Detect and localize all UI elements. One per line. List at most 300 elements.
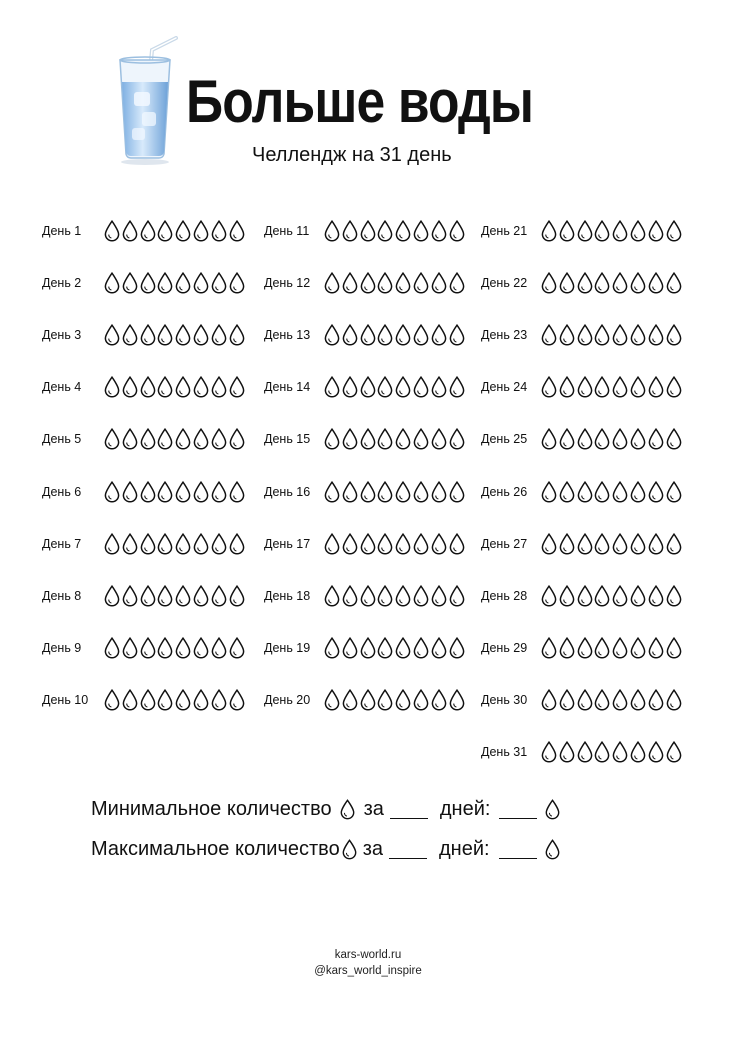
water-drop-icon[interactable] <box>431 272 447 294</box>
water-drop-icon[interactable] <box>541 741 557 763</box>
water-drop-icon[interactable] <box>594 376 610 398</box>
water-drop-icon[interactable] <box>377 585 393 607</box>
water-drop-icon[interactable] <box>140 376 156 398</box>
water-drop-icon[interactable] <box>104 637 120 659</box>
water-drop-icon[interactable] <box>122 637 138 659</box>
day-label: День 17 <box>264 536 311 551</box>
water-drop-icon[interactable] <box>449 272 465 294</box>
water-drop-icon[interactable] <box>324 689 340 711</box>
summary-max-count-blank[interactable] <box>499 840 537 859</box>
water-drop-icon[interactable] <box>431 533 447 555</box>
footer-handle: @kars_world_inspire <box>314 965 422 977</box>
water-drop-icon[interactable] <box>541 481 557 503</box>
water-drop-icon[interactable] <box>648 428 664 450</box>
drop-group <box>541 585 683 607</box>
water-drop-icon[interactable] <box>360 220 376 242</box>
day-row <box>481 480 683 504</box>
day-label: День 31 <box>481 745 528 759</box>
water-drop-icon[interactable] <box>559 272 575 294</box>
water-drop-icon[interactable] <box>413 481 429 503</box>
water-drop-icon[interactable] <box>630 741 646 763</box>
drop-group <box>541 533 683 555</box>
water-drop-icon[interactable] <box>431 585 447 607</box>
water-drop-icon[interactable] <box>342 585 358 607</box>
water-drop-icon[interactable] <box>630 689 646 711</box>
water-drop-icon[interactable] <box>104 533 120 555</box>
water-drop-icon[interactable] <box>360 428 376 450</box>
water-drop-icon[interactable] <box>449 481 465 503</box>
water-drop-icon[interactable] <box>449 637 465 659</box>
water-drop-icon[interactable] <box>342 637 358 659</box>
water-drop-icon[interactable] <box>193 324 209 346</box>
water-drop-icon[interactable] <box>104 481 120 503</box>
water-drop-icon[interactable] <box>140 533 156 555</box>
day-row <box>42 480 246 504</box>
water-drop-icon[interactable] <box>630 272 646 294</box>
day-label: День 8 <box>42 588 82 603</box>
water-drop-icon[interactable] <box>157 689 173 711</box>
water-drop-icon[interactable] <box>229 689 245 711</box>
water-drop-icon[interactable] <box>648 272 664 294</box>
water-drop-icon[interactable] <box>211 481 227 503</box>
summary-max-days-blank[interactable] <box>389 840 427 859</box>
water-drop-icon[interactable] <box>211 272 227 294</box>
water-drop-icon[interactable] <box>324 220 340 242</box>
summary-min-za: за <box>363 798 384 820</box>
water-drop-icon[interactable] <box>229 220 245 242</box>
water-drop-icon[interactable] <box>377 220 393 242</box>
water-drop-icon[interactable] <box>594 741 610 763</box>
water-drop-icon[interactable] <box>140 481 156 503</box>
water-drop-icon[interactable] <box>211 689 227 711</box>
water-drop-icon[interactable] <box>229 272 245 294</box>
day-row <box>264 636 466 660</box>
day-label: День 12 <box>264 276 311 291</box>
day-row <box>264 375 466 399</box>
water-drop-icon[interactable] <box>377 637 393 659</box>
water-drop-icon[interactable] <box>377 481 393 503</box>
water-drop-icon[interactable] <box>157 324 173 346</box>
water-drop-icon[interactable] <box>449 689 465 711</box>
water-drop-icon[interactable] <box>577 741 593 763</box>
water-drop-icon[interactable] <box>413 533 429 555</box>
water-drop-icon[interactable] <box>211 376 227 398</box>
water-drop-icon[interactable] <box>157 272 173 294</box>
water-drop-icon[interactable] <box>140 637 156 659</box>
water-drop-icon[interactable] <box>666 428 682 450</box>
water-drop-icon[interactable] <box>342 220 358 242</box>
water-drop-icon[interactable] <box>157 585 173 607</box>
footer-site: kars-world.ru <box>334 949 402 961</box>
water-drop-icon[interactable] <box>612 220 628 242</box>
water-drop-icon[interactable] <box>360 481 376 503</box>
water-drop-icon[interactable] <box>630 481 646 503</box>
water-drop-icon[interactable] <box>211 428 227 450</box>
water-drop-icon[interactable] <box>342 428 358 450</box>
water-drop-icon[interactable] <box>324 533 340 555</box>
water-drop-icon[interactable] <box>360 324 376 346</box>
water-drop-icon[interactable] <box>413 272 429 294</box>
drop-group <box>104 220 246 242</box>
water-drop-icon[interactable] <box>648 481 664 503</box>
water-drop-icon[interactable] <box>666 741 682 763</box>
water-drop-icon[interactable] <box>395 481 411 503</box>
water-drop-icon[interactable] <box>541 220 557 242</box>
water-drop-icon[interactable] <box>612 533 628 555</box>
day-row <box>264 427 466 451</box>
water-drop-icon[interactable] <box>193 272 209 294</box>
water-drop-icon[interactable] <box>229 637 245 659</box>
day-row <box>481 532 683 556</box>
water-drop-icon[interactable] <box>140 585 156 607</box>
water-drop-icon[interactable] <box>140 689 156 711</box>
water-drop-icon[interactable] <box>594 272 610 294</box>
water-drop-icon[interactable] <box>648 324 664 346</box>
water-drop-icon[interactable] <box>122 585 138 607</box>
water-drop-icon[interactable] <box>175 428 191 450</box>
water-drop-icon[interactable] <box>413 585 429 607</box>
day-row <box>481 271 683 295</box>
water-drop-icon[interactable] <box>211 585 227 607</box>
water-drop-icon[interactable] <box>559 428 575 450</box>
water-drop-icon[interactable] <box>122 428 138 450</box>
water-drop-icon[interactable] <box>648 220 664 242</box>
water-drop-icon[interactable] <box>431 428 447 450</box>
water-drop-icon[interactable] <box>175 376 191 398</box>
water-drop-icon[interactable] <box>104 585 120 607</box>
water-drop-icon[interactable] <box>360 689 376 711</box>
water-drop-icon[interactable] <box>559 585 575 607</box>
water-drop-icon[interactable] <box>431 324 447 346</box>
water-drop-icon[interactable] <box>360 272 376 294</box>
water-drop-icon[interactable] <box>193 428 209 450</box>
water-drop-icon[interactable] <box>449 220 465 242</box>
water-drop-icon[interactable] <box>324 272 340 294</box>
water-drop-icon[interactable] <box>193 481 209 503</box>
water-drop-icon[interactable] <box>140 324 156 346</box>
water-drop-icon[interactable] <box>104 376 120 398</box>
drop-group <box>324 220 466 242</box>
water-drop-icon[interactable] <box>612 585 628 607</box>
water-drop-icon[interactable] <box>666 533 682 555</box>
water-drop-icon[interactable] <box>104 428 120 450</box>
water-drop-icon[interactable] <box>449 428 465 450</box>
water-drop-icon[interactable] <box>431 376 447 398</box>
water-drop-icon[interactable] <box>229 376 245 398</box>
water-drop-icon[interactable] <box>175 220 191 242</box>
water-drop-icon[interactable] <box>229 324 245 346</box>
water-drop-icon[interactable] <box>211 220 227 242</box>
water-drop-icon[interactable] <box>541 585 557 607</box>
water-drop-icon[interactable] <box>413 689 429 711</box>
water-drop-icon[interactable] <box>431 220 447 242</box>
water-drop-icon[interactable] <box>104 220 120 242</box>
water-drop-icon[interactable] <box>104 689 120 711</box>
water-drop-icon[interactable] <box>541 376 557 398</box>
drop-group <box>541 220 683 242</box>
water-drop-icon[interactable] <box>175 689 191 711</box>
water-drop-icon[interactable] <box>594 324 610 346</box>
water-drop-icon[interactable] <box>395 637 411 659</box>
day-row <box>42 219 246 243</box>
day-row <box>481 688 683 712</box>
water-drop-icon[interactable] <box>577 585 593 607</box>
water-drop-icon[interactable] <box>431 637 447 659</box>
water-drop-icon[interactable] <box>630 376 646 398</box>
water-drop-icon[interactable] <box>648 585 664 607</box>
day-label: День 1 <box>42 224 82 238</box>
water-drop-icon[interactable] <box>577 481 593 503</box>
water-drop-icon[interactable] <box>612 741 628 763</box>
water-drop-icon[interactable] <box>395 220 411 242</box>
water-drop-icon[interactable] <box>395 272 411 294</box>
water-drop-icon[interactable] <box>594 220 610 242</box>
water-drop-icon[interactable] <box>395 428 411 450</box>
summary-min-days-blank[interactable] <box>390 800 428 819</box>
day-label: День 15 <box>264 432 311 447</box>
water-drop-icon[interactable] <box>342 376 358 398</box>
day-label: День 14 <box>264 380 311 395</box>
water-drop-icon[interactable] <box>449 376 465 398</box>
water-drop-icon[interactable] <box>431 689 447 711</box>
water-drop-icon[interactable] <box>594 481 610 503</box>
water-drop-icon[interactable] <box>630 220 646 242</box>
water-drop-icon[interactable] <box>630 324 646 346</box>
water-drop-icon[interactable] <box>559 689 575 711</box>
water-drop-icon[interactable] <box>324 585 340 607</box>
water-drop-icon[interactable] <box>666 324 682 346</box>
water-drop-icon[interactable] <box>449 533 465 555</box>
water-drop-icon[interactable] <box>211 324 227 346</box>
water-drop-icon[interactable] <box>577 428 593 450</box>
water-drop-icon[interactable] <box>140 220 156 242</box>
water-drop-icon[interactable] <box>577 689 593 711</box>
water-drop-icon[interactable] <box>594 689 610 711</box>
water-drop-icon[interactable] <box>541 428 557 450</box>
day-row <box>42 532 246 556</box>
water-drop-icon[interactable] <box>104 324 120 346</box>
water-drop-icon[interactable] <box>342 533 358 555</box>
water-drop-icon[interactable] <box>122 481 138 503</box>
water-drop-icon[interactable] <box>559 324 575 346</box>
water-drop-icon[interactable] <box>666 585 682 607</box>
water-drop-icon[interactable] <box>648 533 664 555</box>
water-drop-icon[interactable] <box>360 533 376 555</box>
water-drop-icon[interactable] <box>193 689 209 711</box>
water-drop-icon[interactable] <box>193 533 209 555</box>
water-drop-icon[interactable] <box>594 428 610 450</box>
drop-group <box>104 324 246 346</box>
water-drop-icon[interactable] <box>175 585 191 607</box>
water-drop-icon[interactable] <box>229 428 245 450</box>
day-row <box>264 323 466 347</box>
day-row <box>264 584 466 608</box>
water-drop-icon[interactable] <box>377 689 393 711</box>
water-drop-icon[interactable] <box>577 376 593 398</box>
footer <box>0 947 736 979</box>
water-drop-icon[interactable] <box>541 533 557 555</box>
water-drop-icon[interactable] <box>559 481 575 503</box>
water-drop-icon[interactable] <box>324 428 340 450</box>
water-drop-icon[interactable] <box>612 272 628 294</box>
water-drop-icon[interactable] <box>577 324 593 346</box>
water-drop-icon[interactable] <box>395 689 411 711</box>
water-drop-icon[interactable] <box>342 689 358 711</box>
water-drop-icon[interactable] <box>157 376 173 398</box>
water-drop-icon[interactable] <box>413 324 429 346</box>
water-drop-icon[interactable] <box>594 637 610 659</box>
water-drop-icon[interactable] <box>122 689 138 711</box>
day-row <box>42 688 246 712</box>
water-drop-icon[interactable] <box>449 585 465 607</box>
water-drop-icon[interactable] <box>122 220 138 242</box>
water-drop-icon[interactable] <box>229 533 245 555</box>
water-drop-icon[interactable] <box>395 324 411 346</box>
summary-min-count-blank[interactable] <box>499 800 537 819</box>
drop-group <box>324 376 466 398</box>
water-drop-icon[interactable] <box>413 428 429 450</box>
water-drop-icon[interactable] <box>594 533 610 555</box>
water-drop-icon[interactable] <box>413 220 429 242</box>
water-drop-icon[interactable] <box>157 220 173 242</box>
water-drop-icon[interactable] <box>559 741 575 763</box>
water-drop-icon[interactable] <box>377 324 393 346</box>
water-drop-icon <box>545 839 560 860</box>
water-drop-icon[interactable] <box>342 481 358 503</box>
water-drop-icon[interactable] <box>122 324 138 346</box>
water-drop-icon[interactable] <box>122 376 138 398</box>
water-drop-icon[interactable] <box>229 481 245 503</box>
water-drop-icon[interactable] <box>360 637 376 659</box>
water-drop-icon[interactable] <box>666 376 682 398</box>
water-drop-icon[interactable] <box>612 689 628 711</box>
water-drop-icon[interactable] <box>648 741 664 763</box>
water-drop-icon[interactable] <box>449 324 465 346</box>
water-drop-icon[interactable] <box>541 637 557 659</box>
water-drop-icon[interactable] <box>431 481 447 503</box>
water-drop-icon[interactable] <box>377 533 393 555</box>
water-drop-icon[interactable] <box>612 481 628 503</box>
drop-group <box>541 689 683 711</box>
water-drop-icon[interactable] <box>360 585 376 607</box>
water-drop-icon[interactable] <box>541 324 557 346</box>
water-drop-icon[interactable] <box>666 272 682 294</box>
water-drop-icon[interactable] <box>395 533 411 555</box>
day-label: День 4 <box>42 380 82 395</box>
water-drop-icon[interactable] <box>229 585 245 607</box>
water-drop-icon[interactable] <box>630 533 646 555</box>
water-drop-icon[interactable] <box>122 272 138 294</box>
water-drop-icon[interactable] <box>648 376 664 398</box>
water-drop-icon[interactable] <box>342 272 358 294</box>
water-drop-icon[interactable] <box>324 637 340 659</box>
water-drop-icon[interactable] <box>541 272 557 294</box>
water-drop-icon[interactable] <box>559 376 575 398</box>
water-drop-icon[interactable] <box>559 220 575 242</box>
water-drop-icon[interactable] <box>193 220 209 242</box>
water-drop-icon <box>340 799 355 820</box>
water-drop-icon[interactable] <box>193 637 209 659</box>
water-drop-icon[interactable] <box>612 324 628 346</box>
water-drop-icon[interactable] <box>140 272 156 294</box>
water-drop-icon[interactable] <box>577 637 593 659</box>
water-drop-icon[interactable] <box>377 376 393 398</box>
water-drop-icon[interactable] <box>413 376 429 398</box>
water-drop-icon[interactable] <box>211 637 227 659</box>
day-row <box>481 740 683 764</box>
water-drop-icon[interactable] <box>122 533 138 555</box>
water-drop-icon[interactable] <box>324 324 340 346</box>
water-drop-icon[interactable] <box>157 533 173 555</box>
water-drop-icon[interactable] <box>175 272 191 294</box>
water-drop-icon[interactable] <box>577 272 593 294</box>
water-drop-icon[interactable] <box>360 376 376 398</box>
water-drop-icon[interactable] <box>630 428 646 450</box>
water-drop-icon[interactable] <box>559 533 575 555</box>
summary-max-row <box>91 838 560 861</box>
water-drop-icon[interactable] <box>541 689 557 711</box>
water-drop-icon <box>342 839 357 860</box>
water-drop-icon[interactable] <box>559 637 575 659</box>
water-drop-icon[interactable] <box>175 533 191 555</box>
water-drop-icon[interactable] <box>666 220 682 242</box>
water-drop-icon[interactable] <box>395 585 411 607</box>
water-drop-icon[interactable] <box>377 428 393 450</box>
water-drop-icon[interactable] <box>342 324 358 346</box>
water-drop-icon[interactable] <box>612 428 628 450</box>
water-drop-icon[interactable] <box>104 272 120 294</box>
day-row <box>481 323 683 347</box>
water-drop-icon[interactable] <box>612 376 628 398</box>
day-label: День 13 <box>264 328 311 343</box>
water-drop-icon[interactable] <box>193 585 209 607</box>
water-drop-icon[interactable] <box>193 376 209 398</box>
drop-group <box>324 533 466 555</box>
summary-max-dney: дней: <box>439 838 490 860</box>
water-drop-icon[interactable] <box>577 533 593 555</box>
water-drop-icon[interactable] <box>157 481 173 503</box>
summary-min-row <box>91 798 560 821</box>
water-drop-icon[interactable] <box>175 637 191 659</box>
water-drop-icon[interactable] <box>594 585 610 607</box>
day-row <box>42 427 246 451</box>
water-drop-icon[interactable] <box>666 637 682 659</box>
water-drop-icon[interactable] <box>157 637 173 659</box>
water-drop-icon[interactable] <box>157 428 173 450</box>
water-drop-icon[interactable] <box>175 481 191 503</box>
summary-min-dney: дней: <box>439 798 491 820</box>
water-drop-icon[interactable] <box>175 324 191 346</box>
water-drop-icon[interactable] <box>324 481 340 503</box>
water-drop-icon[interactable] <box>612 637 628 659</box>
water-drop-icon[interactable] <box>413 637 429 659</box>
water-drop-icon[interactable] <box>648 637 664 659</box>
water-drop-icon[interactable] <box>377 272 393 294</box>
water-drop-icon[interactable] <box>648 689 664 711</box>
water-drop-icon[interactable] <box>666 689 682 711</box>
drop-group <box>541 272 683 294</box>
water-glass-icon <box>104 36 182 168</box>
water-drop-icon[interactable] <box>324 376 340 398</box>
water-drop-icon[interactable] <box>140 428 156 450</box>
water-drop-icon[interactable] <box>666 481 682 503</box>
water-drop-icon[interactable] <box>211 533 227 555</box>
water-drop-icon[interactable] <box>630 637 646 659</box>
water-drop-icon[interactable] <box>577 220 593 242</box>
water-drop-icon[interactable] <box>395 376 411 398</box>
day-label: День 24 <box>481 380 528 395</box>
water-drop-icon[interactable] <box>630 585 646 607</box>
